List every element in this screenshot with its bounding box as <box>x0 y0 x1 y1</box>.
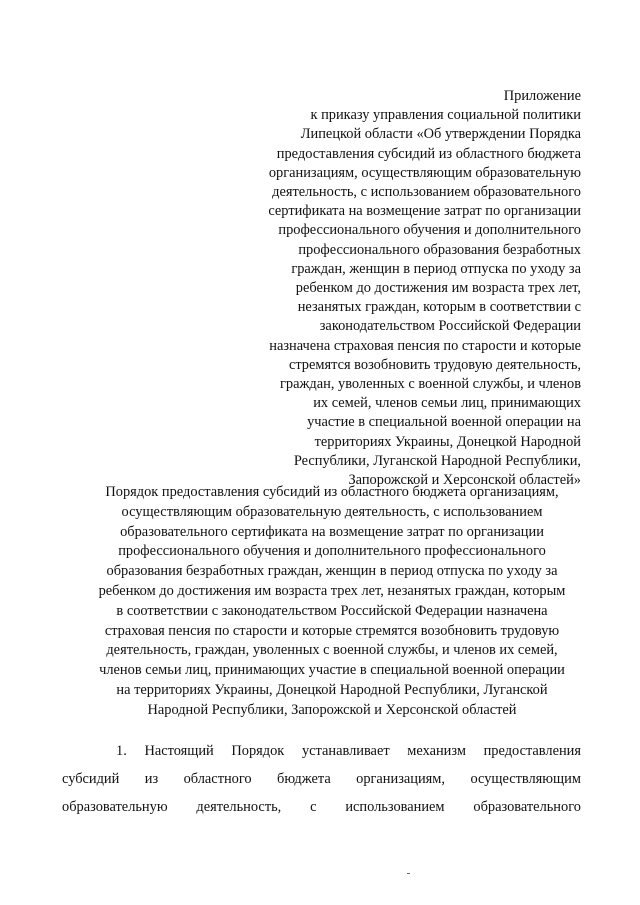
title-line: Народной Республики, Запорожской и Херсонской областей <box>147 701 517 718</box>
body-line <box>62 793 581 821</box>
appendix-line: профессионального образования безработных <box>298 241 581 258</box>
appendix-line: организациям, осуществляющим образовательную <box>268 164 581 181</box>
appendix-line: ребенком до достижения им возраста трех лет, <box>295 280 581 297</box>
title-line: осуществляющим образовательную деятельность, с использованием <box>121 503 543 520</box>
body-word: с <box>310 799 317 815</box>
appendix-line: стремятся возобновить трудовую деятельность, <box>288 356 581 373</box>
body-line <box>62 737 581 765</box>
appendix-line: территориях Украины, Донецкой Народной <box>314 433 581 450</box>
body-word: 1. <box>116 743 127 759</box>
appendix-line: деятельность, с использованием образовательного <box>272 184 581 201</box>
appendix-line: профессионального обучения и дополнительного <box>278 222 581 239</box>
title-line: образовательного сертификата на возмещение затрат по организации <box>120 523 544 540</box>
body-word: механизм <box>407 743 466 759</box>
title-line: образования безработных граждан, женщин в период отпуска по уходу за <box>106 563 558 580</box>
appendix-line: Липецкой области «Об утверждении Порядка <box>300 126 581 143</box>
scan-mark <box>407 873 410 874</box>
appendix-line: назначена страховая пенсия по старости и которые <box>269 337 581 354</box>
appendix-line: Приложение <box>503 88 581 104</box>
appendix-line: Республики, Луганской Народной Республики, <box>293 452 581 469</box>
body-word: Настоящий <box>144 743 214 759</box>
body-word: предоставления <box>483 743 581 759</box>
appendix-line: участие в специальной военной операции на <box>307 414 581 431</box>
body-word: осуществляющим <box>470 771 581 787</box>
appendix-line: граждан, уволенных с военной службы, и членов <box>279 376 581 393</box>
appendix-line: их семей, членов семьи лиц, принимающих <box>313 395 581 412</box>
body-word: областного <box>183 771 252 787</box>
appendix-line: Запорожской и Херсонской областей» <box>348 472 581 489</box>
body-word: субсидий <box>62 771 120 787</box>
body-word: организациям, <box>356 771 446 787</box>
title-line: на территориях Украины, Донецкой Народной Республики, Луганской <box>116 681 548 698</box>
appendix-header <box>230 87 581 490</box>
body-word: Порядок <box>231 743 285 759</box>
document-title <box>50 483 614 721</box>
appendix-line: законодательством Российской Федерации <box>319 318 581 335</box>
body-word: использованием <box>345 799 445 815</box>
appendix-line: незанятых граждан, которым в соответствии с <box>297 299 581 316</box>
appendix-line: предоставления субсидий из областного бюджета <box>276 145 581 162</box>
title-line: Порядок предоставления субсидий из областного бюджета организациям, <box>105 484 559 500</box>
body-word: из <box>144 771 159 787</box>
title-line: в соответствии с законодательством Российской Федерации назначена <box>116 602 548 619</box>
body-paragraph <box>62 737 581 821</box>
title-line: членов семьи лиц, принимающих участие в специальной военной операции <box>99 662 565 679</box>
body-word: устанавливает <box>301 743 390 759</box>
appendix-line: граждан, женщин в период отпуска по уходу за <box>291 260 581 277</box>
title-line: ребенком до достижения им возраста трех лет, незанятых граждан, которым <box>98 582 566 599</box>
body-word: образовательную <box>62 799 168 815</box>
body-word: образовательного <box>473 799 581 815</box>
body-word: бюджета <box>277 771 331 787</box>
body-line <box>62 765 581 793</box>
title-line: деятельность, граждан, уволенных с военной службы, и членов их семей, <box>106 642 558 659</box>
appendix-line: сертификата на возмещение затрат по организации <box>268 203 581 220</box>
title-line: профессионального обучения и дополнительного профессионального <box>118 543 546 560</box>
body-word: деятельность, <box>196 799 282 815</box>
title-line: страховая пенсия по старости и которые стремятся возобновить трудовую <box>104 622 560 639</box>
appendix-line: к приказу управления социальной политики <box>310 107 581 124</box>
